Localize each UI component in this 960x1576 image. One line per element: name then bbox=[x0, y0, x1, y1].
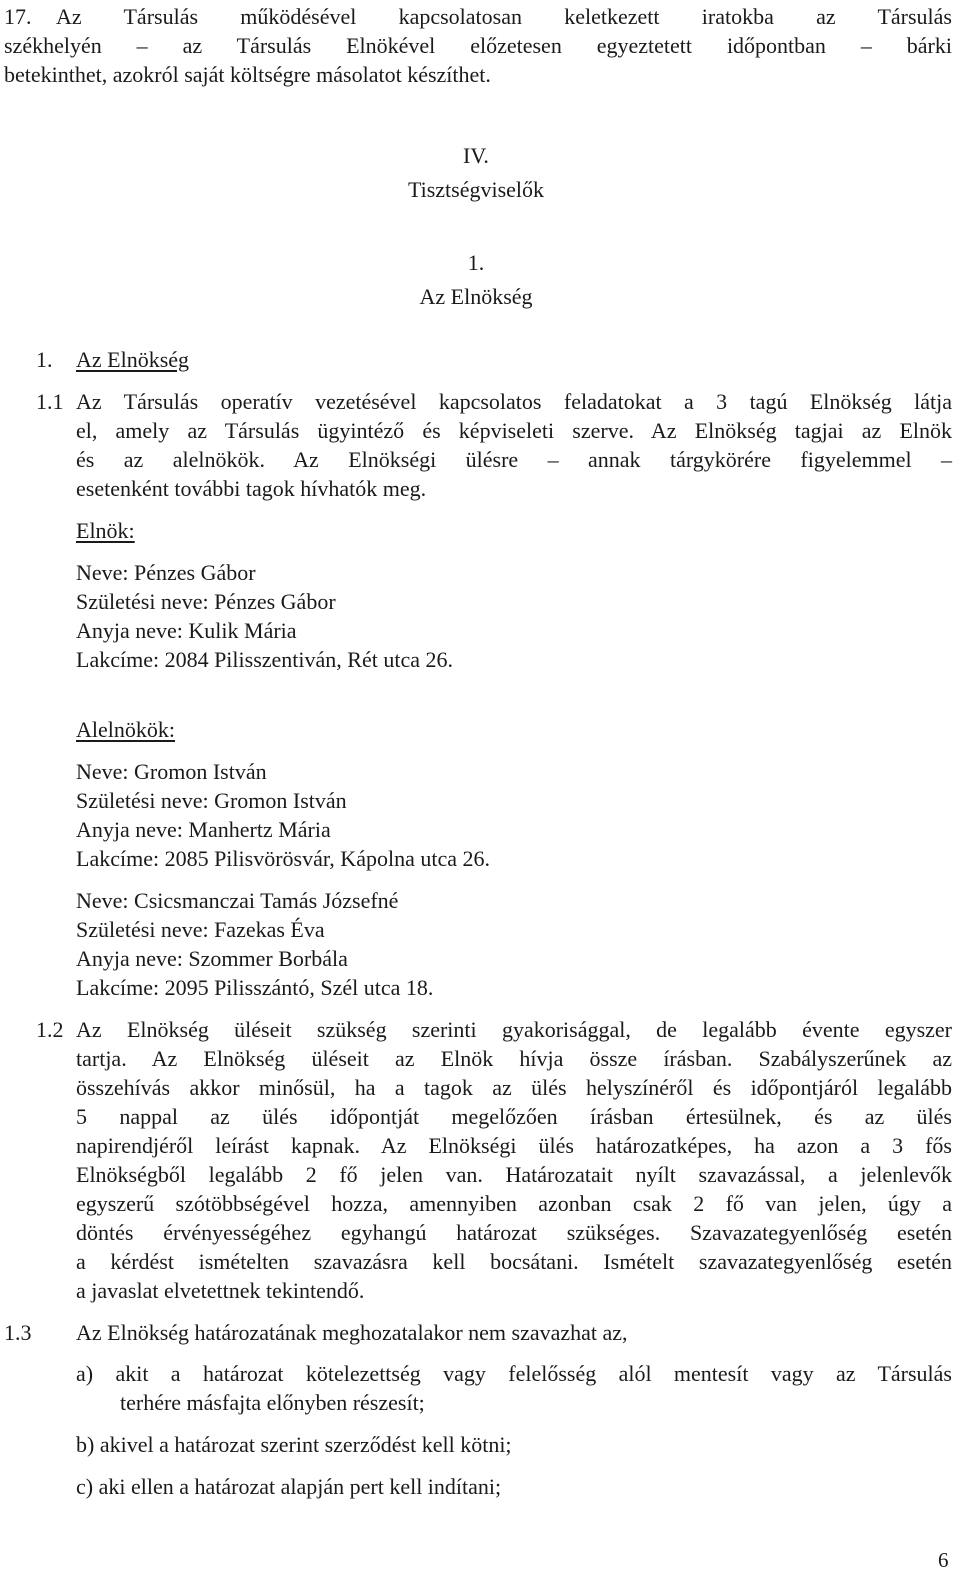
item-17-line-3: betekinthet, azokról saját költségre másolatot készíthet. bbox=[4, 62, 491, 87]
paragraph-1-1-line-4: esetenként további tagok hívhatók meg. bbox=[76, 476, 427, 501]
paragraph-1-2-line-6: Elnökségből legalább 2 fő jelen van. Határozatait nyílt szavazással, a jelenlevők bbox=[76, 1162, 952, 1187]
paragraph-1-1-number: 1.1 bbox=[36, 389, 64, 414]
alelnok-1-name: Neve: Gromon István bbox=[76, 759, 267, 784]
chapter-title: Tisztségviselők bbox=[407, 177, 545, 202]
list-item-b-line-1: b) akivel a határozat szerint szerződést kell kötni; bbox=[76, 1432, 512, 1457]
alelnok-2-address: Lakcíme: 2095 Pilisszántó, Szél utca 18. bbox=[76, 975, 434, 1000]
item-17-line-2: székhelyén – az Társulás Elnökével előzetesen egyeztetett időpontban – bárki bbox=[4, 33, 952, 58]
list-item-a-line-1: a) akit a határozat kötelezettség vagy felelősség alól mentesít vagy az Társulás bbox=[76, 1361, 952, 1386]
alelnok-1-address: Lakcíme: 2085 Pilisvörösvár, Kápolna utca 26. bbox=[76, 846, 490, 871]
paragraph-1-2-line-8: döntés érvényességéhez egyhangú határozat szükséges. Szavazategyenlőség esetén bbox=[76, 1220, 952, 1245]
alelnokok-heading: Alelnökök: bbox=[76, 717, 175, 742]
paragraph-1-3-intro: Az Elnökség határozatának meghozatalakor nem szavazhat az, bbox=[76, 1320, 628, 1345]
alelnok-1-mother: Anyja neve: Manhertz Mária bbox=[76, 817, 331, 842]
elnok-address: Lakcíme: 2084 Pilisszentiván, Rét utca 26. bbox=[76, 647, 453, 672]
paragraph-1-2-line-4: 5 nappal az ülés időpontját megelőzően írásban értesülnek, és az ülés bbox=[76, 1104, 952, 1129]
chapter-sub-title: Az Elnökség bbox=[419, 284, 533, 309]
paragraph-1-3-number: 1.3 bbox=[4, 1320, 32, 1345]
paragraph-1-2-line-10: a javaslat elvetettnek tekintendő. bbox=[76, 1278, 365, 1303]
list-item-a-line-2: terhére másfajta előnyben részesít; bbox=[120, 1390, 425, 1415]
paragraph-1-2-line-9: a kérdést ismételten szavazásra kell bocsátani. Ismételt szavazategyenlőség esetén bbox=[76, 1249, 952, 1274]
elnok-birth-name: Születési neve: Pénzes Gábor bbox=[76, 589, 336, 614]
chapter-roman: IV. bbox=[463, 143, 489, 168]
paragraph-1-1-line-2: el, amely az Társulás ügyintéző és képviseleti szerve. Az Elnökség tagjai az Elnök bbox=[76, 418, 952, 443]
section-heading-title: Az Elnökség bbox=[76, 347, 190, 372]
elnok-name: Neve: Pénzes Gábor bbox=[76, 560, 256, 585]
paragraph-1-2-line-5: napirendjéről leírást kapnak. Az Elnökségi ülés határozatképes, ha azon a 3 fős bbox=[76, 1133, 952, 1158]
paragraph-1-2-number: 1.2 bbox=[36, 1017, 64, 1042]
alelnok-2-birth-name: Születési neve: Fazekas Éva bbox=[76, 917, 325, 942]
alelnok-2-name: Neve: Csicsmanczai Tamás Józsefné bbox=[76, 888, 399, 913]
paragraph-1-2-line-1: Az Elnökség üléseit szükség szerinti gyakorisággal, de legalább évente egyszer bbox=[76, 1017, 952, 1042]
paragraph-1-1-line-3: és az alelnökök. Az Elnökségi ülésre – annak tárgykörére figyelemmel – bbox=[76, 447, 952, 472]
item-17-line-1: Az Társulás működésével kapcsolatosan keletkezett iratokba az Társulás bbox=[56, 4, 952, 29]
item-17-number: 17. bbox=[4, 4, 32, 29]
paragraph-1-2-line-3: összehívás akkor minősül, ha a tagok az ülés helyszínéről és időpontjáról legalább bbox=[76, 1075, 952, 1100]
elnok-heading: Elnök: bbox=[76, 518, 135, 543]
elnok-mother: Anyja neve: Kulik Mária bbox=[76, 618, 297, 643]
section-heading-number: 1. bbox=[36, 347, 53, 372]
list-item-c-line-1: c) aki ellen a határozat alapján pert kell indítani; bbox=[76, 1474, 502, 1499]
alelnok-1-birth-name: Születési neve: Gromon István bbox=[76, 788, 347, 813]
chapter-sub-number: 1. bbox=[467, 250, 485, 275]
paragraph-1-2-line-7: egyszerű szótöbbségével hozza, amennyiben azonban csak 2 fő van jelen, úgy a bbox=[76, 1191, 952, 1216]
paragraph-1-1-line-1: Az Társulás operatív vezetésével kapcsolatos feladatokat a 3 tagú Elnökség látja bbox=[76, 389, 952, 414]
page-number: 6 bbox=[938, 1548, 949, 1572]
alelnok-2-mother: Anyja neve: Szommer Borbála bbox=[76, 946, 348, 971]
paragraph-1-2-line-2: tartja. Az Elnökség üléseit az Elnök hívja össze írásban. Szabályszerűnek az bbox=[76, 1046, 952, 1071]
